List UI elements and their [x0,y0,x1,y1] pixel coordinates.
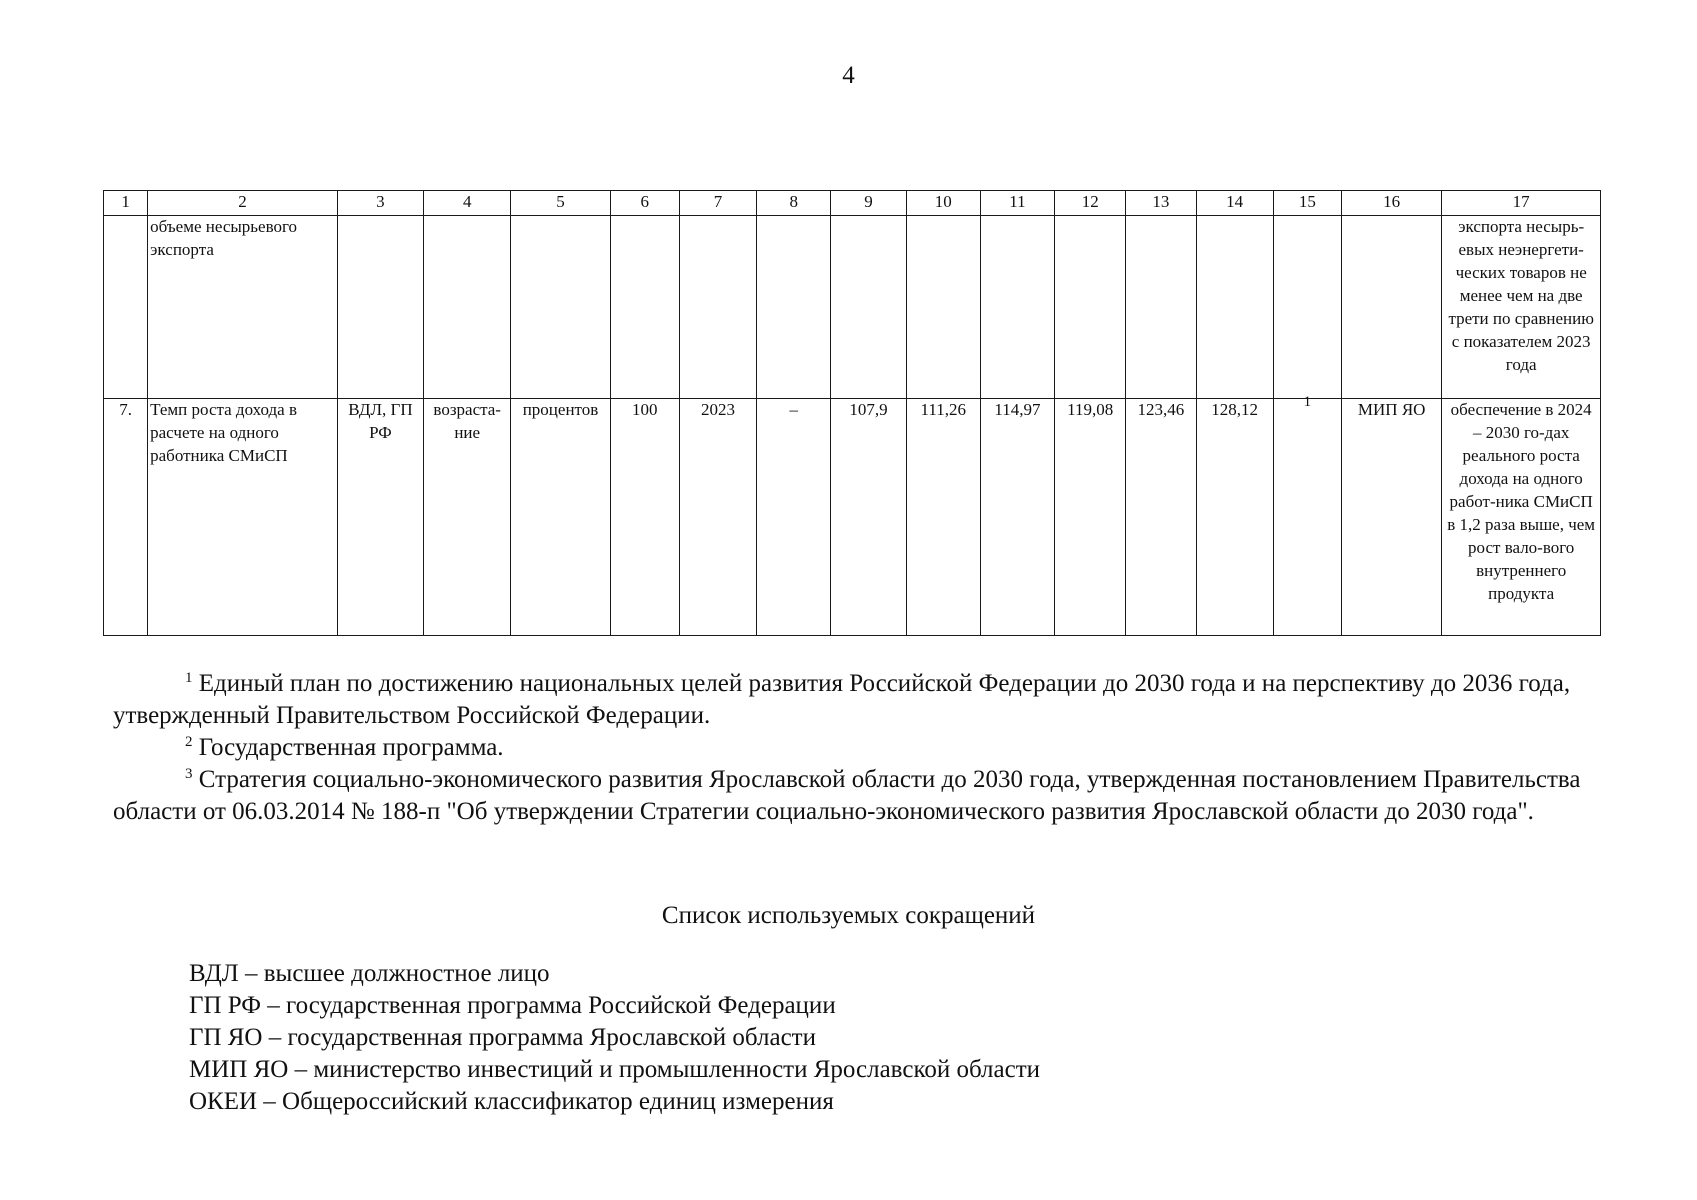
header-cell: 1 [104,191,148,216]
abbreviation-item: МИП ЯО – министерство инвестиций и промышленности Ярославской области [189,1056,1041,1083]
abbreviation-item: ГП РФ – государственная программа Российской Федерации [189,992,836,1019]
responsible-body: МИП ЯО [1342,399,1442,636]
value-col8: – [757,399,831,636]
link-description-continued: экспорта несырь-евых неэнергети-ческих товаров не менее чем на две трети по сравнению с показателем 2023 года [1442,216,1601,399]
footnote [113,764,1593,828]
document-reference [1273,394,1341,636]
indicator-direction: возраста-ние [424,399,511,636]
header-cell: 11 [980,191,1054,216]
abbreviation-item: ВДЛ – высшее должностное лицо [189,960,550,987]
header-cell: 10 [906,191,980,216]
indicators-table [103,190,1601,636]
table-cell [980,216,1054,399]
page-number: 4 [842,62,855,89]
table-cell [1055,216,1126,399]
header-cell: 6 [610,191,679,216]
value-col11: 114,97 [980,399,1054,636]
row-number: 7. [104,399,148,636]
value-col12: 119,08 [1055,399,1126,636]
link-description: обеспечение в 2024 – 2030 го-дах реального роста дохода на одного работ-ника СМиСП в 1,2 раза выше, чем рост вало-вого внутреннего продукта [1442,399,1601,636]
table-row-continued [104,216,1601,399]
table-cell [757,216,831,399]
table-cell [104,216,148,399]
table-cell [424,216,511,399]
abbreviation-item: ГП ЯО – государственная программа Ярославской области [189,1024,816,1051]
header-cell: 15 [1273,191,1341,216]
table-cell [1342,216,1442,399]
table-cell [1273,216,1341,399]
footnote-mark: 1 [185,670,193,686]
header-cell: 8 [757,191,831,216]
table-cell [906,216,980,399]
table-cell [610,216,679,399]
header-cell: 14 [1196,191,1273,216]
indicator-name: Темп роста дохода в расчете на одного работника СМиСП [148,399,338,636]
table-header-row [104,191,1601,216]
footnote [113,668,1593,732]
base-year: 2023 [679,399,756,636]
indicator-level: ВДЛ, ГП РФ [337,399,423,636]
header-cell: 4 [424,191,511,216]
footnote-text: Стратегия социально-экономического развития Ярославской области до 2030 года, утвержденная постановлением Правительства области от 06.03.2014 № 188-п "Об утверждении Стратегии социально-экономического развития Ярославской области до 2030 года". [113,766,1581,825]
table-cell [1126,216,1196,399]
footnote [113,732,1593,764]
header-cell: 16 [1342,191,1442,216]
indicator-name-continued: объеме несырьевого экспорта [148,216,338,399]
table-cell [1196,216,1273,399]
header-cell: 3 [337,191,423,216]
table-cell [337,216,423,399]
header-cell: 13 [1126,191,1196,216]
header-cell: 17 [1442,191,1601,216]
value-col9: 107,9 [831,399,906,636]
abbreviations-title: Список используемых сокращений [661,902,1036,929]
header-cell: 5 [511,191,610,216]
header-cell: 7 [679,191,756,216]
value-col14: 128,12 [1196,399,1273,636]
footnote-mark: 2 [185,734,193,750]
table-cell [679,216,756,399]
table-cell [831,216,906,399]
footnote-text: Единый план по достижению национальных целей развития Российской Федерации до 2030 года и на перспективу до 2036 года, утвержденный Правительством Российской Федерации. [113,670,1571,729]
footnote-text: Государственная программа. [198,734,504,761]
table-cell [511,216,610,399]
footnote-mark: 3 [185,766,193,782]
header-cell: 9 [831,191,906,216]
indicator-unit: процентов [511,399,610,636]
header-cell: 12 [1055,191,1126,216]
base-value: 100 [610,399,679,636]
abbreviation-item: ОКЕИ – Общероссийский классификатор единиц измерения [189,1088,834,1115]
header-cell: 2 [148,191,338,216]
value-col13: 123,46 [1126,399,1196,636]
abbreviations-list [189,958,1040,1118]
footnotes [113,668,1593,828]
table-row [104,399,1601,636]
value-col10: 111,26 [906,399,980,636]
footnote-mark: 1 [1303,394,1312,410]
